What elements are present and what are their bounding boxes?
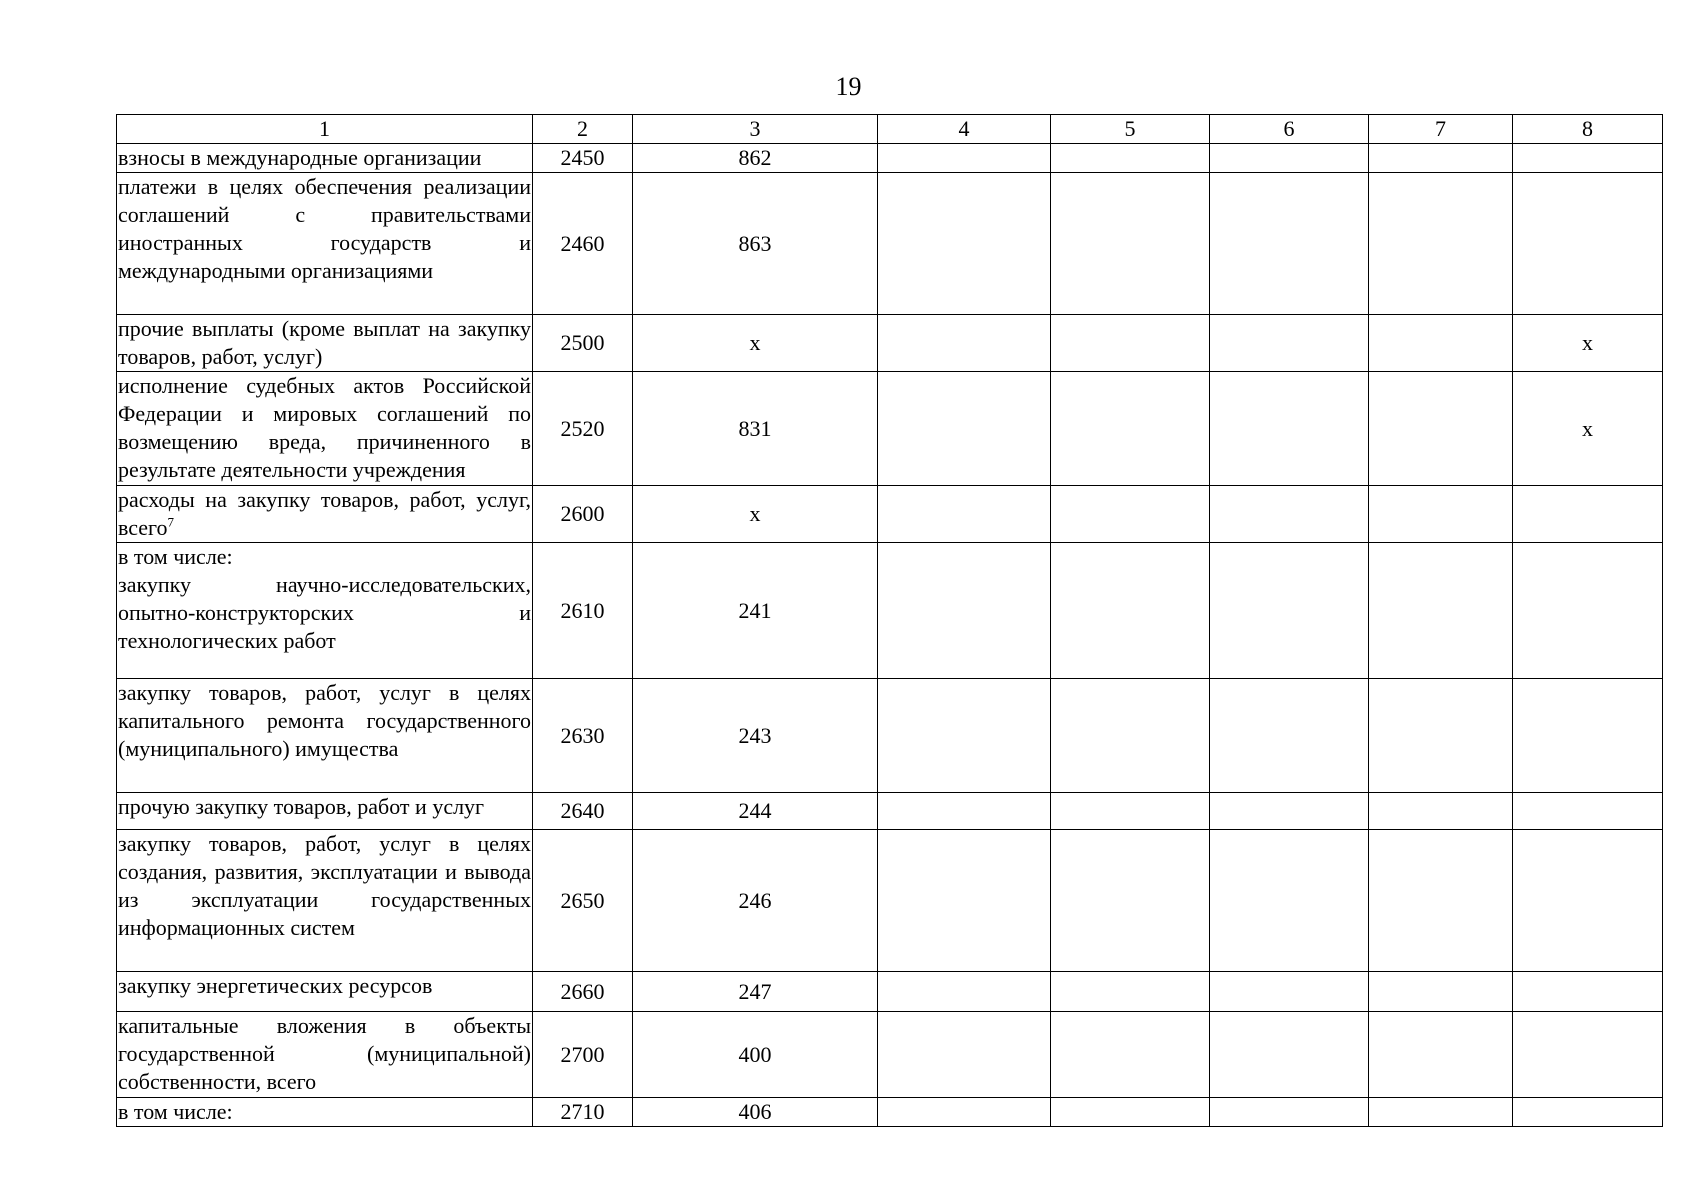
- row-cell-7: [1369, 830, 1513, 972]
- row-name: капитальные вложения в объекты государственной (муниципальной) собственности, всего: [117, 1012, 533, 1098]
- row-cell-5: [1051, 1012, 1210, 1098]
- row-line-code: 2520: [533, 372, 633, 486]
- row-cell-8: [1513, 679, 1663, 793]
- row-cell-5: [1051, 793, 1210, 830]
- row-cell-4: [878, 372, 1051, 486]
- row-kbk-code: 406: [633, 1098, 878, 1127]
- header-cell-5: 5: [1051, 115, 1210, 144]
- row-cell-4: [878, 486, 1051, 543]
- row-cell-7: [1369, 372, 1513, 486]
- row-cell-6: [1210, 144, 1369, 173]
- row-cell-4: [878, 543, 1051, 679]
- row-cell-8: [1513, 793, 1663, 830]
- row-cell-5: [1051, 372, 1210, 486]
- row-cell-8: [1513, 1098, 1663, 1127]
- row-line-code: 2640: [533, 793, 633, 830]
- header-cell-7: 7: [1369, 115, 1513, 144]
- row-cell-5: [1051, 144, 1210, 173]
- row-cell-5: [1051, 486, 1210, 543]
- row-kbk-code: 831: [633, 372, 878, 486]
- budget-table: [116, 114, 1663, 1127]
- row-name: в том числе:: [117, 1098, 533, 1127]
- row-line-code: 2710: [533, 1098, 633, 1127]
- row-kbk-code: х: [633, 315, 878, 372]
- row-line-code: 2660: [533, 972, 633, 1012]
- row-cell-7: [1369, 543, 1513, 679]
- row-cell-4: [878, 1098, 1051, 1127]
- row-cell-4: [878, 173, 1051, 315]
- row-kbk-code: 400: [633, 1012, 878, 1098]
- row-line-code: 2500: [533, 315, 633, 372]
- row-kbk-code: 241: [633, 543, 878, 679]
- row-name-intro: в том числе:: [118, 544, 233, 569]
- row-cell-8: [1513, 543, 1663, 679]
- row-line-code: 2460: [533, 173, 633, 315]
- row-cell-6: [1210, 679, 1369, 793]
- row-cell-7: [1369, 679, 1513, 793]
- header-cell-4: 4: [878, 115, 1051, 144]
- row-line-code: 2450: [533, 144, 633, 173]
- row-line-code: 2630: [533, 679, 633, 793]
- row-name-text: закупку научно-исследовательских, опытно-конструкторских и технологических работ: [118, 572, 531, 653]
- row-line-code: 2610: [533, 543, 633, 679]
- row-name: закупку энергетических ресурсов: [117, 972, 533, 1012]
- row-cell-8: х: [1513, 315, 1663, 372]
- table-row: [117, 372, 1663, 486]
- row-cell-8: [1513, 972, 1663, 1012]
- row-cell-7: [1369, 315, 1513, 372]
- row-cell-5: [1051, 315, 1210, 372]
- row-cell-7: [1369, 793, 1513, 830]
- row-cell-7: [1369, 173, 1513, 315]
- header-row: [117, 115, 1663, 144]
- row-cell-5: [1051, 1098, 1210, 1127]
- row-cell-8: [1513, 830, 1663, 972]
- row-cell-8: [1513, 486, 1663, 543]
- page-number: 19: [835, 72, 862, 101]
- row-cell-5: [1051, 972, 1210, 1012]
- row-cell-8: [1513, 1012, 1663, 1098]
- row-cell-4: [878, 144, 1051, 173]
- row-line-code: 2700: [533, 1012, 633, 1098]
- row-cell-6: [1210, 315, 1369, 372]
- row-cell-4: [878, 1012, 1051, 1098]
- row-cell-6: [1210, 372, 1369, 486]
- row-cell-7: [1369, 144, 1513, 173]
- table-row: [117, 1012, 1663, 1098]
- row-kbk-code: 862: [633, 144, 878, 173]
- row-cell-6: [1210, 173, 1369, 315]
- row-cell-6: [1210, 793, 1369, 830]
- table-row: [117, 543, 1663, 679]
- row-kbk-code: 243: [633, 679, 878, 793]
- row-name: взносы в международные организации: [117, 144, 533, 173]
- header-cell-8: 8: [1513, 115, 1663, 144]
- row-cell-5: [1051, 543, 1210, 679]
- row-cell-4: [878, 315, 1051, 372]
- table-row: [117, 1098, 1663, 1127]
- header-cell-3: 3: [633, 115, 878, 144]
- table-row: [117, 486, 1663, 543]
- table-row: [117, 679, 1663, 793]
- table-row: [117, 830, 1663, 972]
- row-cell-6: [1210, 1098, 1369, 1127]
- row-name: закупку товаров, работ, услуг в целях капитального ремонта государственного (муниципального) имущества: [117, 679, 533, 793]
- row-name: платежи в целях обеспечения реализации соглашений с правительствами иностранных государств и международными организациями: [117, 173, 533, 315]
- row-cell-6: [1210, 830, 1369, 972]
- row-kbk-code: 247: [633, 972, 878, 1012]
- row-cell-8: х: [1513, 372, 1663, 486]
- table-row: [117, 793, 1663, 830]
- row-line-code: 2650: [533, 830, 633, 972]
- row-cell-5: [1051, 173, 1210, 315]
- row-cell-7: [1369, 1012, 1513, 1098]
- row-kbk-code: 246: [633, 830, 878, 972]
- row-name: [117, 543, 533, 679]
- table-row: [117, 315, 1663, 372]
- header-cell-2: 2: [533, 115, 633, 144]
- row-kbk-code: 244: [633, 793, 878, 830]
- row-name: закупку товаров, работ, услуг в целях создания, развития, эксплуатации и вывода из эксплуатации государственных информационных систем: [117, 830, 533, 972]
- row-name: прочие выплаты (кроме выплат на закупку товаров, работ, услуг): [117, 315, 533, 372]
- row-name: прочую закупку товаров, работ и услуг: [117, 793, 533, 830]
- row-kbk-code: х: [633, 486, 878, 543]
- header-cell-1: 1: [117, 115, 533, 144]
- row-line-code: 2600: [533, 486, 633, 543]
- row-cell-8: [1513, 144, 1663, 173]
- row-name: исполнение судебных актов Российской Федерации и мировых соглашений по возмещению вреда, причиненного в результате деятельности учреждения: [117, 372, 533, 486]
- table-row: [117, 972, 1663, 1012]
- row-kbk-code: 863: [633, 173, 878, 315]
- row-cell-6: [1210, 486, 1369, 543]
- row-cell-7: [1369, 972, 1513, 1012]
- row-cell-4: [878, 679, 1051, 793]
- row-cell-4: [878, 830, 1051, 972]
- row-cell-7: [1369, 1098, 1513, 1127]
- header-cell-6: 6: [1210, 115, 1369, 144]
- row-cell-6: [1210, 543, 1369, 679]
- row-cell-8: [1513, 173, 1663, 315]
- row-cell-4: [878, 972, 1051, 1012]
- row-name-text: расходы на закупку товаров, работ, услуг, всего: [118, 487, 531, 540]
- row-cell-5: [1051, 830, 1210, 972]
- row-cell-7: [1369, 486, 1513, 543]
- row-cell-5: [1051, 679, 1210, 793]
- row-cell-6: [1210, 972, 1369, 1012]
- row-name: [117, 486, 533, 543]
- table-row: [117, 144, 1663, 173]
- row-cell-4: [878, 793, 1051, 830]
- row-cell-6: [1210, 1012, 1369, 1098]
- table-row: [117, 173, 1663, 315]
- footnote-marker: 7: [167, 514, 175, 530]
